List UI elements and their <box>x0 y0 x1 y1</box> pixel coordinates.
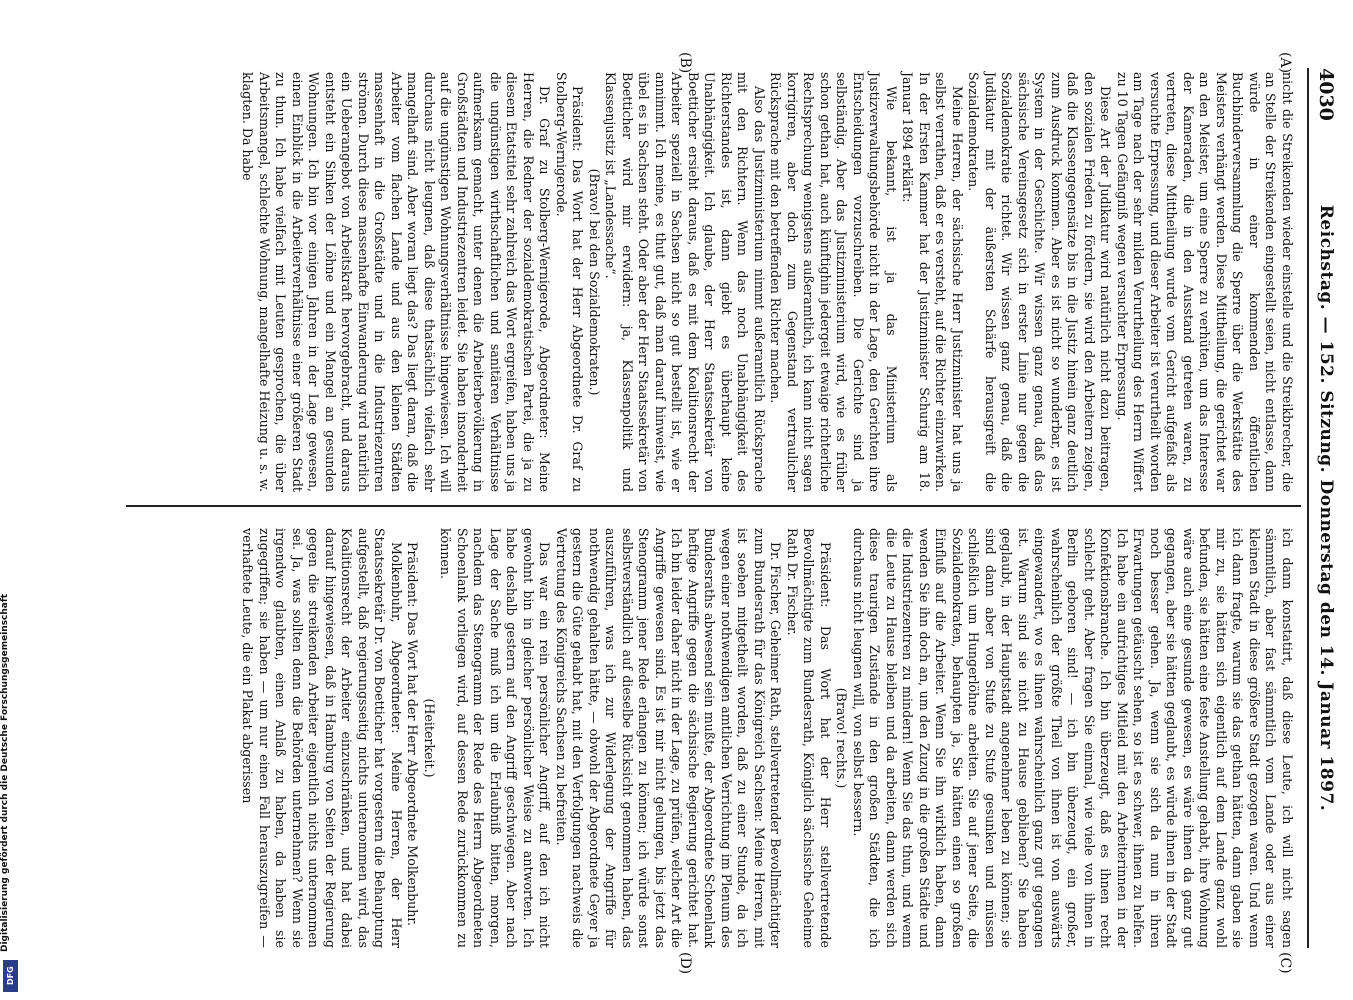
digitization-sidebar <box>0 0 22 1000</box>
page-number: 4030 <box>1315 68 1337 121</box>
quoted-paragraph: Wie bekannt, ist ja das Ministerium als Justizverwaltungsbehörde nicht in der Lage, den Gerichten ihre Entscheidungen vorzuschreiben. Die Gerichte sind ja selbständig. Aber das Justizministerium wird, wie es früher schon gethan hat, auch künftighin jedergeit etwaige richterliche Rechtsprechung wenigstens außeramtlich, ich kann nicht sagen korrigiren, aber doch zum Gegenstand vertraulicher Rücksprache mit den betreffenden Richter machen. <box>768 72 899 492</box>
dfg-logo: DFG <box>3 960 18 992</box>
interjection: (Bravo! bei den Sozialdemokraten.) <box>587 168 602 396</box>
digitization-credit: Digitalisierung gefördert durch die Deutsche Forschungsgemeinschaft <box>0 593 10 952</box>
paragraph: Das war ein rein persönlicher Angriff, auf den ich nicht gewohnt bin in gleicher persönlicher Weise zu antworten. Ich habe deshalb gestern auf den Angriff geschwiegen. Aber nach Lage der Sache muß ich um die Erlaubniß bitten, morgen, nachdem das Stenogramm der Rede des Herrn Abgeordneten Schoenlank vorliegen wird, auf dessen Rede zurückkommen zu können. <box>438 528 553 948</box>
speaker-paragraph: Präsident: Das Wort hat der Herr Abgeordnete Molkenbuhr. <box>405 542 421 926</box>
left-column <box>239 72 1295 492</box>
paragraph: nicht die Streikenden wieder einstelle und die Streikbrecher, die an Stelle der Streikenden eingestellt seien, nicht entlasse, dann würde in einer kommenden öffentlichen Buchbinderversammlung die Sperre über die Werkstätte des Meisters verhängt werden. Diese Mittheilung, die gerichtet war an den Meister, um eine Sperre zu verhüten, um das Interesse der Kameraden, die in den Ausstand getreten waren, zu vertreten, diese Mittheilung wurde vom Gericht aufgefaßt als versuchte Erpressung, und dieser Arbeiter ist verurtheilt worden am Tage nach der sehr milden Verurtheilung des Herrn Wiffert zu 10 Tagen Gefängniß wegen versuchter Erpressung. <box>1115 72 1295 492</box>
speaker-paragraph: Präsident: Das Wort hat der Herr Abgeordnete Dr. Graf zu Stolberg-Wernigerode. <box>554 72 586 492</box>
speaker-paragraph: Dr. Fischer, Geheimer Rath, stellvertretender Bevollmächtigter zum Bundesrath für das Königreich Sachsen: Meine Herren, mit ist soeben mitgetheilt worden, daß zu einer Stunde, da ich wegen einer nothwendigen amtlichen Verrichtung im Plenum des Bundesraths abwesend sein mußte, der Abgeordnete Schoenlank heftige Angriffe gegen die sächsische Regierung gerichtet hat. Ich bin leider daher nicht in der Lage, zu prüfen, welcher Art die Angriffe gewesen sind. Es ist mir nicht gelungen, bis jetzt das Stenogramm jener Rede erlangen zu können; ich würde sonst selbstverständlich auf dieselbe Rücksicht genommen haben, das auszuführen, was ich zur Widerlegung der Angriffe für nothwendig gehalten hätte, — obwohl der Abgeordnete Geyer ja gestern die Güte gehabt hat, mit den Verfolgungen nachweis die Vertretung des Königreichs Sachsen zu befreiten. <box>554 528 784 948</box>
column-divider <box>126 505 1301 507</box>
speaker-paragraph: Präsident: Das Wort hat der Herr stellvertretende Bevollmächtigte zum Bundesrath, Königlich sächsische Geheime Rath Dr. Fischer. <box>785 528 833 948</box>
interjection: (Bravo! rechts.) <box>834 687 850 789</box>
margin-mark-d: (D) <box>677 952 693 975</box>
margin-mark-a: (A) <box>1277 52 1293 74</box>
paragraph: ich dann konstatirt, daß diese Leute, ich will nicht sagen sämmtlich, aber fast sämmtlich vom Lande oder aus einer kleinen Stadt in diese größere Stadt gezogen waren. Und wenn ich dann fragte, warum sie das gethan hätten, dann gaben sie mir zu, sie hätten sich eigentlich auf dem Lande ganz wohl befunden, sie hätten eine feste Anstellung gehabt, ihre Wohnung wäre auch eine gesunde gewesen, es wäre ihnen da ganz gut gegangen, aber sie hätten geglaubt, es würde ihnen in der Stadt noch besser gehen. Ja, wenn sie sich da nun in ihren Erwartungen getäuscht sehen, so ist es schwer, ihnen zu helfen. Ich habe ein aufrichtiges Mitleid mit den Arbeiterinnen in der Konfektionsbranche. Ich bin überzeugt, daß es ihnen recht schlecht geht. Aber fragen Sie einmal, wie viele von ihnen in Berlin geboren sind! — ich bin überzeugt, ein großer, wahrscheinlich der größte Theil von ihnen ist von auswärts eingewandert, wo es ihnen wahrscheinlich ganz gut gegangen ist. Warum sind sie nicht zu Hause geblieben? Sie haben geglaubt, in der Hauptstadt angenehmer leben zu können; sie sind dann aber von Stufe zu Stufe gesunken und müssen schließlich um Hungerlöhne arbeiten. Sie auf jener Seite, die Sozialdemokraten, behaupten ja, Sie hätten einen so großen Einfluß auf die Arbeiter. Wenn Sie ihn wirklich haben, dann wenden Sie ihn doch an, um den Zuzug in die großen Städte und die Industriezentren zu mindern! Wenn Sie das thun, und wenn die Leute zu Hause bleiben und da arbeiten, dann werden sich diese traurigen Zustände in den großen Städten, die ich durchaus nicht leugnen will, von selbst bessern. <box>851 528 1295 948</box>
margin-mark-b: (B) <box>677 52 693 74</box>
page-title: Reichstag. — 152. Sitzung. Donnerstag den 14. Januar 1897. <box>1316 204 1336 812</box>
margin-mark-c: (C) <box>1277 952 1293 974</box>
interjection: (Heiterkeit.) <box>422 698 437 778</box>
speaker-paragraph: Dr. Graf zu Stolberg-Wernigerode, Abgeordneter: Meine Herren, die Redner der sozialdemokratischen Partei, die ja zu diesem Etatstitel sehr zahlreich das Wort ergreifen, haben uns ja die ungünstigen wirthschaftlichen und sanitären Verhältnisse aufmerksam gemacht, unter denen die Arbeiterbevölkerung in Großstädten und Industriezentren leidet. Sie haben insonderheit auf die ungünstigen Wohnungsverhältnisse hingewiesen. Ich will durchaus nicht leugnen, daß diese thatsächlich vielfach sehr mangelhaft sind. Aber woran liegt das? Das liegt daran, daß die Arbeiter vom flachen Lande und aus den kleinen Städten massenhaft in die Großstädte und in die Industriezentren strömen. Durch diese massenhafte Einwanderung wird natürlich ein Ueberangebot von Arbeitskraft hervorgebracht, und daraus entsteht ein Sinken der Löhne und ein Mangel an gesunden Wohnungen. Ich bin vor einigen Jahren in der Lage gewesen, einen Einblick in die Arbeiterverhältnisse einer größeren Stadt zu thun. Ich habe vielfach mit Leuten gesprochen, die über Arbeitsmangel, schlechte Wohnung, mangelhafte Heizung u. s. w. klagten. Da habe <box>240 72 553 492</box>
paragraph: Meine Herren, der sächsische Herr Justizminister hat uns ja selbst verrathen, daß er es versteht, auf die Richter einzuwirken. In der Ersten Kammer hat der Justizminister Schurig am 18. Januar 1894 erklärt: <box>900 72 965 492</box>
right-column <box>239 528 1295 948</box>
page-header <box>1307 68 1341 948</box>
paragraph: Diese Art der Judikatur wird natürlich nicht dazu beitragen, den sozialen Frieden zu fördern, sie wird den Arbeitern zeigen, daß die Klassengegensätze bis in die Justiz hinein ganz deutlich zum Ausdruck kommen. Aber es ist nicht so wunderbar, es ist System in der Geschichte. Wir wissen ganz genau, daß das sächsische Vereinsgesetz sich in erster Linie nur gegen die Sozialdemokratie richtet. Wir wissen ganz genau, daß die Judikatur mit der äußersten Schärfe herausgreift die Sozialdemokraten. <box>966 72 1114 492</box>
speaker-paragraph: Molkenbuhr, Abgeordneter: Meine Herren, der Herr Staatssekretär Dr. von Boetticher hat vorgestern die Behauptung aufgestellt, daß regierungsseitig nichts unternommen wird, das Koalitionsrecht der Arbeiter einzuschränken, und hat dabei darauf hingewiesen, daß in Hamburg von Seiten der Regierung gegen die streikenden Arbeiter eigentlich nichts unternommen sei. Ja, was sollten denn die Behörden unternehmen? Wenn sie irgendwo glaubten, einen Anlaß zu haben, da haben sie zugegriffen; sie haben — um nur einen Fall herauszugreifen — verhaftete Leute, die ein Plakat abgerissen <box>240 528 404 948</box>
paragraph: Also das Justizministerium nimmt außeramtlich Rücksprache mit den Richtern. Wenn das noch Unabhängigkeit des Richterstandes ist, dann giebt es überhaupt keine Unabhängigkeit. Ich glaube, der Herr Staatssekretär von Boetticher ersieht daraus, daß es mit dem Koalitionsrecht der Arbeiter speziell in Sachsen nicht so gut bestellt ist, wie er annimmt. Ich meine, es thut gut, daß man darauf hinweist, wie übel es in Sachsen steht. Oder aber der Herr Staatssekretär von Boetticher wird mir erwidern: ja, Klassenpolitik und Klassenjustiz ist „Landessache“. <box>603 72 767 492</box>
